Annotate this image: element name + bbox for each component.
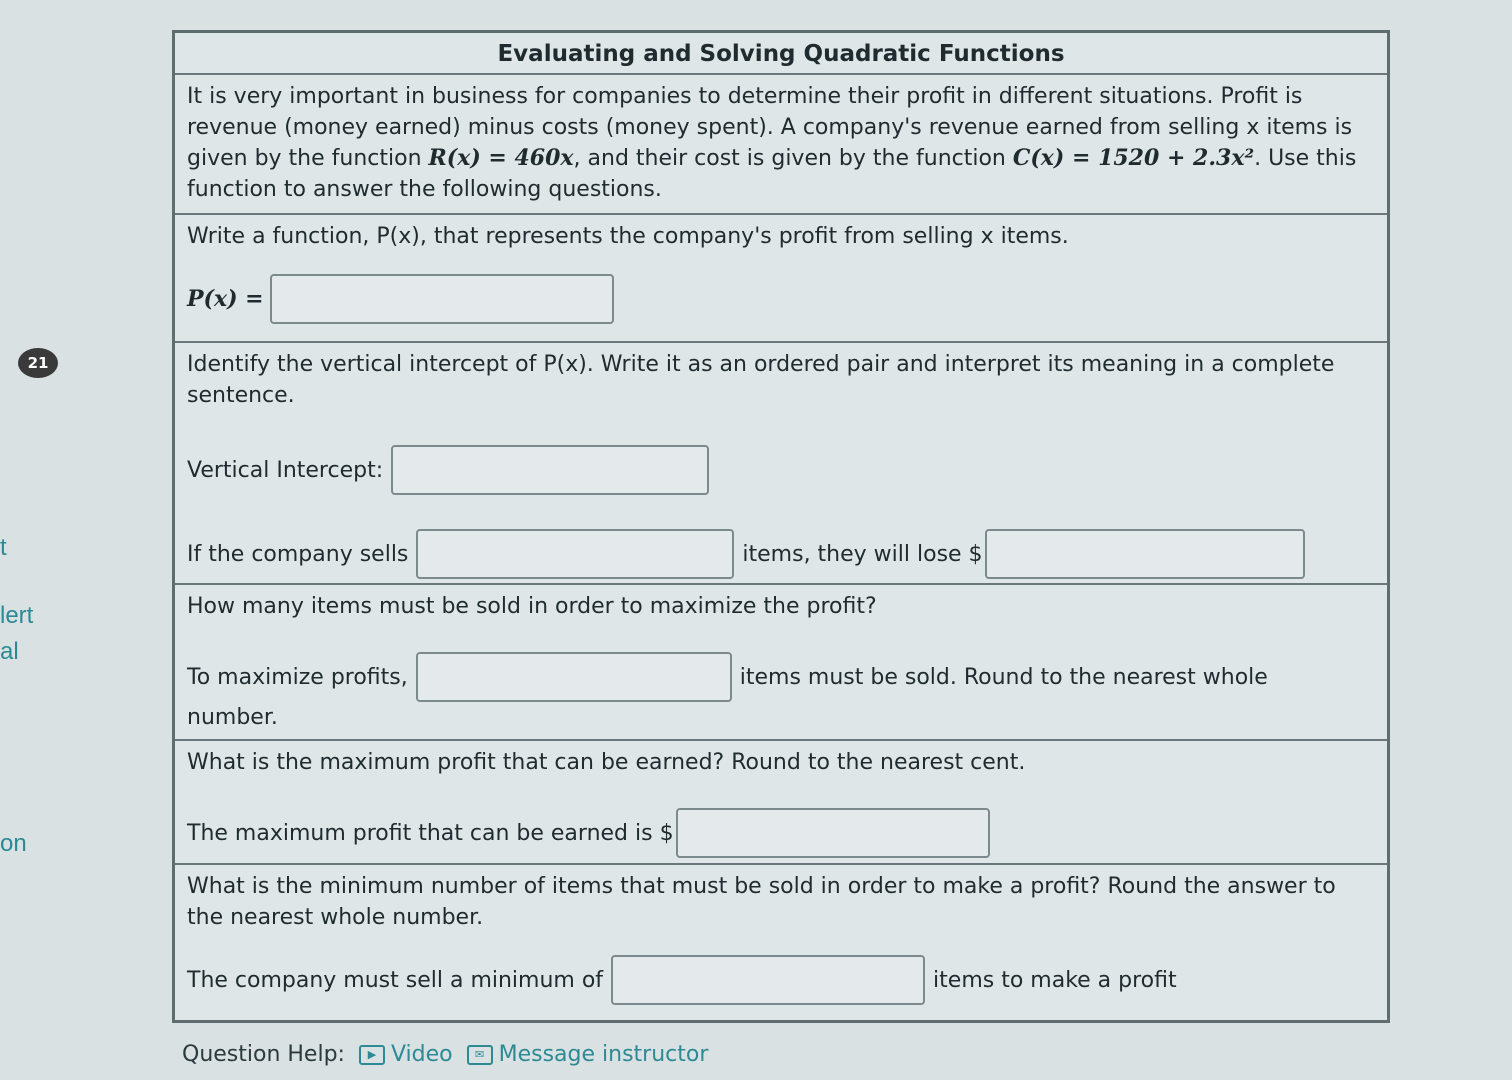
sells-label: If the company sells xyxy=(187,541,409,567)
part5-prompt: What is the minimum number of items that must be sold in order to make a profit? Round the answer to the nearest whole number. xyxy=(187,874,1336,930)
maximize-label: To maximize profits, xyxy=(187,664,408,690)
items-sold-input[interactable] xyxy=(416,529,734,579)
vertical-intercept-input[interactable] xyxy=(391,445,709,495)
question-title: Evaluating and Solving Quadratic Functions xyxy=(175,33,1387,75)
question-help xyxy=(182,1042,708,1067)
sidebar-fragment[interactable]: lert xyxy=(0,602,34,629)
revenue-function: R(x) = 460x xyxy=(428,145,574,171)
question-help-label: Question Help: xyxy=(182,1042,345,1067)
message-instructor-label: Message instructor xyxy=(498,1042,709,1067)
cost-function: C(x) = 1520 + 2.3x² xyxy=(1012,145,1255,171)
part-vertical-intercept xyxy=(175,343,1387,585)
part1-prompt: Write a function, P(x), that represents the company's profit from selling x items. xyxy=(187,224,1069,249)
question-intro xyxy=(175,75,1387,215)
profit-function-input[interactable] xyxy=(270,274,614,324)
video-link-label: Video xyxy=(390,1042,453,1067)
loss-amount-input[interactable] xyxy=(985,529,1305,579)
video-icon: ▶ xyxy=(359,1045,385,1065)
video-link[interactable] xyxy=(359,1042,453,1067)
part2-prompt: Identify the vertical intercept of P(x). Write it as an ordered pair and interpret its meaning in a complete sentence. xyxy=(187,352,1335,408)
part-maximum-profit xyxy=(175,741,1387,865)
maximize-label-end: number. xyxy=(187,705,278,730)
minimum-items-input[interactable] xyxy=(611,955,925,1005)
part4-prompt: What is the maximum profit that can be earned? Round to the nearest cent. xyxy=(187,750,1026,775)
maximize-items-input[interactable] xyxy=(416,652,732,702)
sidebar-fragment[interactable]: on xyxy=(0,830,27,857)
intro-text: . Use this function to answer the following questions. xyxy=(187,146,1357,202)
minimum-label: The company must sell a minimum of xyxy=(187,967,604,993)
question-table xyxy=(172,30,1390,1023)
message-instructor-link[interactable] xyxy=(467,1042,709,1067)
envelope-icon: ✉ xyxy=(467,1045,493,1065)
part-profit-function xyxy=(175,215,1387,343)
vertical-intercept-label: Vertical Intercept: xyxy=(187,457,384,483)
part3-prompt: How many items must be sold in order to maximize the profit? xyxy=(187,594,877,619)
sidebar-fragment[interactable]: t xyxy=(0,534,7,561)
profit-function-label: P(x) = xyxy=(187,285,264,312)
lose-label: items, they will lose $ xyxy=(742,541,983,567)
sidebar-fragment[interactable]: al xyxy=(0,638,19,665)
intro-text: , and their cost is given by the function xyxy=(573,146,1013,171)
maximize-label-tail: items must be sold. Round to the nearest whole xyxy=(739,664,1268,690)
intro-text: It is very important in business for companies to determine their profit in different situations. Profit is revenue (money earned) minus costs (money spent). A company's revenue earned from selling x items is given by the function xyxy=(187,84,1353,171)
question-number-badge[interactable]: 21 xyxy=(18,348,58,378)
part-maximize-items xyxy=(175,585,1387,741)
minimum-label-tail: items to make a profit xyxy=(933,967,1177,993)
part-minimum-items xyxy=(175,865,1387,1020)
max-profit-label: The maximum profit that can be earned is $ xyxy=(187,820,674,846)
max-profit-input[interactable] xyxy=(676,808,990,858)
